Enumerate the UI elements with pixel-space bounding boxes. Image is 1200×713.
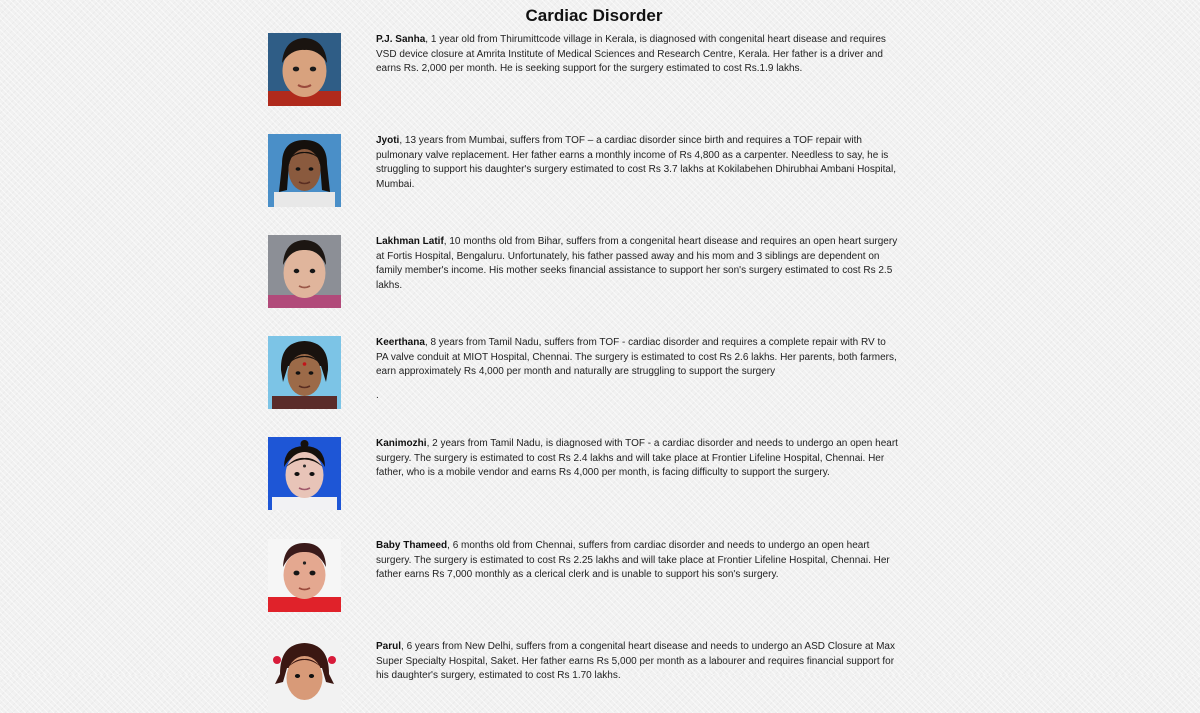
child-portrait-icon bbox=[268, 640, 341, 713]
patient-entry bbox=[268, 33, 908, 123]
patient-photo bbox=[268, 134, 341, 207]
child-portrait-icon bbox=[268, 336, 341, 409]
patient-entry bbox=[268, 134, 908, 224]
trailing-period: . bbox=[376, 390, 379, 401]
patient-name: Parul bbox=[376, 641, 402, 652]
patient-photo bbox=[268, 539, 341, 612]
patient-entry bbox=[268, 640, 908, 681]
patient-description: , 8 years from Tamil Nadu, suffers from TOF - cardiac disorder and requires a complete repair with RV to PA valve conduit at MIOT Hospital, Chennai. The surgery is estimated to cost Rs 2.6 lakhs. Her parents, both farmers, earn approximately Rs 4,000 per month and naturally are struggling to support the surgery bbox=[376, 337, 897, 377]
patient-photo bbox=[268, 640, 341, 713]
patient-name: Jyoti bbox=[376, 135, 400, 146]
patient-name: Kanimozhi bbox=[376, 438, 427, 449]
patient-description: , 10 months old from Bihar, suffers from a congenital heart disease and requires an open heart surgery at Fortis Hospital, Bengaluru. Unfortunately, his father passed away and his mom and 3 siblings are dependent on family member's income. His mother seeks financial assistance to support her son's surgery estimated to cost Rs 2.5 lakhs. bbox=[376, 236, 898, 291]
patient-description: , 6 months old from Chennai, suffers from cardiac disorder and needs to undergo an open heart surgery. The surgery is estimated to cost Rs 2.25 lakhs and will take place at Frontier Lifeline Hospital, Chennai. Her father earns Rs 7,000 monthly as a clerical clerk and is unable to support his son's surgery. bbox=[376, 540, 890, 580]
patient-photo bbox=[268, 336, 341, 409]
patient-entry bbox=[268, 539, 908, 629]
patient-name: Baby Thameed bbox=[376, 540, 448, 551]
patient-entry bbox=[268, 235, 908, 325]
page-title: Cardiac Disorder bbox=[525, 6, 663, 25]
patient-entry bbox=[268, 336, 908, 426]
patient-description: , 2 years from Tamil Nadu, is diagnosed with TOF - a cardiac disorder and needs to undergo an open heart surgery. The surgery is estimated to cost Rs 2.4 lakhs and will take place at Frontier Lifeline Hospital, Chennai. Her father, who is a mobile vendor and earns Rs 4,000 per month, is facing difficulty to support the surgery. bbox=[376, 438, 898, 478]
patient-name: Lakhman Latif bbox=[376, 236, 444, 247]
patient-description: , 13 years from Mumbai, suffers from TOF – a cardiac disorder since birth and requires a TOF repair with pulmonary valve replacement. Her father earns a monthly income of Rs 4,800 as a carpenter. Needless to say, he is struggling to support his daughter's surgery estimated to cost Rs 3.7 lakhs at Kokilabehen Dhirubhai Ambani Hospital, Mumbai. bbox=[376, 135, 896, 190]
child-portrait-icon bbox=[268, 134, 341, 207]
patient-photo bbox=[268, 33, 341, 106]
patient-description: , 1 year old from Thirumittcode village in Kerala, is diagnosed with congenital heart disease and requires VSD device closure at Amrita Institute of Medical Sciences and Research Centre, Kerala. Her father is a driver and earns Rs. 2,000 per month. He is seeking support for the surgery estimated to cost Rs.1.9 lakhs. bbox=[376, 34, 886, 74]
patient-name: Keerthana bbox=[376, 337, 425, 348]
patient-entry bbox=[268, 437, 908, 527]
patient-photo bbox=[268, 235, 341, 308]
child-portrait-icon bbox=[268, 33, 341, 106]
patient-description: , 6 years from New Delhi, suffers from a congenital heart disease and needs to undergo an ASD Closure at Max Super Specialty Hospital, Saket. Her father earns Rs 5,000 per month as a labourer and requires financial support for his daughter's surgery, estimated to cost Rs 1.70 lakhs. bbox=[376, 641, 895, 681]
patient-photo bbox=[268, 437, 341, 510]
child-portrait-icon bbox=[268, 235, 341, 308]
child-portrait-icon bbox=[268, 437, 341, 510]
patient-name: P.J. Sanha bbox=[376, 34, 426, 45]
child-portrait-icon bbox=[268, 539, 341, 612]
